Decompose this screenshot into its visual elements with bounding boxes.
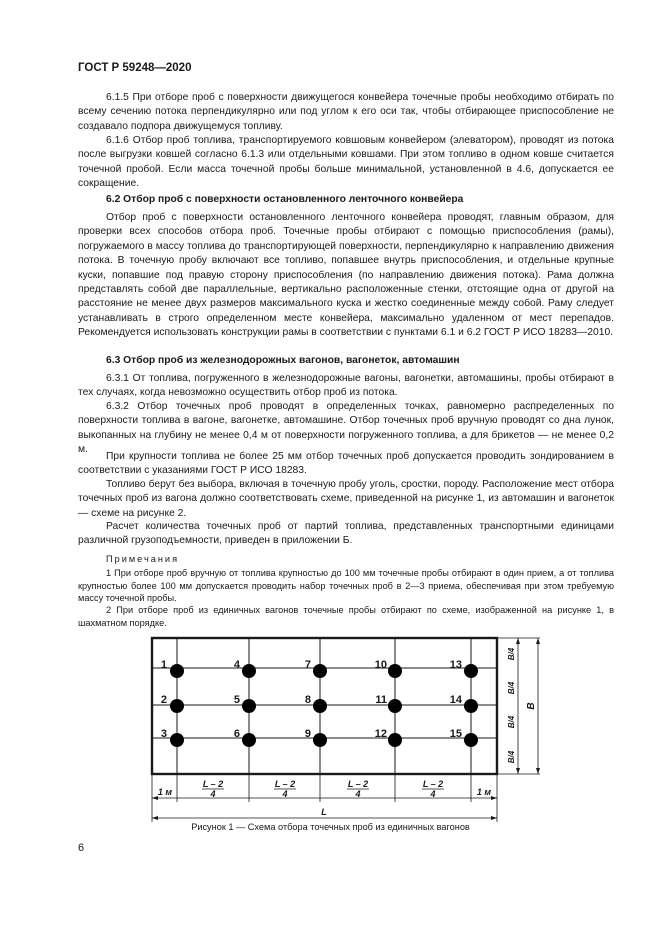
sample-point bbox=[170, 699, 184, 713]
sample-point bbox=[464, 699, 478, 713]
note-2: 2 При отборе проб из единичных вагонов точечные пробы отбирают по схеме, изображенной на рисунке 1, в шахматном порядке. bbox=[78, 605, 614, 628]
point-label: 4 bbox=[233, 659, 240, 671]
notes-heading: Примечания bbox=[106, 554, 180, 564]
sample-point bbox=[170, 733, 184, 747]
sample-point bbox=[313, 733, 327, 747]
arrow-head bbox=[516, 638, 520, 644]
sample-point bbox=[313, 699, 327, 713]
sample-point bbox=[388, 699, 402, 713]
dimension-label-b4: B/4 bbox=[507, 681, 516, 695]
arrow-head bbox=[491, 796, 497, 800]
dimension-label-1m: 1 м bbox=[157, 787, 173, 797]
point-label: 12 bbox=[374, 728, 387, 740]
point-label: 3 bbox=[160, 728, 167, 740]
dimension-label-denominator: 4 bbox=[430, 789, 436, 799]
paragraph-6-3-2: 6.3.2 Отбор точечных проб проводят в определенных точках, равномерно распределенных по поверхности топлива в вагоне, вагонетке, автомашине. Отбор точечных проб вручную проводят со дна лунок, выкопанных на глубину не менее 0,4 м от поверхности погруженного топлива, а для брикетов — не менее 0,2 м. bbox=[78, 401, 614, 456]
sample-point bbox=[388, 733, 402, 747]
point-label: 15 bbox=[449, 728, 462, 740]
figure-caption: Рисунок 1 — Схема отбора точечных проб из единичных вагонов bbox=[191, 822, 470, 832]
paragraph-6-3-4: Топливо берут без выбора, включая в точечную пробу уголь, сростки, породу. Расположение мест отбора точечных проб из вагона должно соответствовать схеме, приведенной на рисунке 1, из автомашин и вагонеток — схеме на рисунке 2. bbox=[78, 479, 614, 519]
dimension-label-b4: B/4 bbox=[507, 750, 516, 764]
point-label: 14 bbox=[449, 694, 462, 706]
document-header: ГОСТ Р 59248—2020 bbox=[78, 62, 192, 74]
arrow-head bbox=[516, 768, 520, 774]
dimension-label-numerator: L – 2 bbox=[347, 779, 369, 789]
dimension-label-numerator: L – 2 bbox=[422, 779, 444, 789]
sample-point bbox=[313, 664, 327, 678]
paragraph-6-3-1: 6.3.1 От топлива, погруженного в железнодорожные вагоны, вагонетки, автомашины, пробы отбирают в тех случаях, когда невозможно осуществить отбор проб из потока. bbox=[78, 373, 614, 399]
point-label: 8 bbox=[304, 694, 311, 706]
arrow-head bbox=[152, 816, 158, 820]
paragraph-6-3-3: При крупности топлива не более 25 мм отбор точечных проб допускается проводить зондированием в соответствии с указаниями ГОСТ Р ИСО 18283. bbox=[78, 451, 614, 477]
paragraph-6-1-5: 6.1.5 При отборе проб с поверхности движущегося конвейера точечные пробы необходимо отбирать по всему сечению потока перпендикулярно или под углом к его оси так, чтобы отбирающее приспособление не создавало подпора движущемуся топливу. bbox=[78, 92, 614, 132]
section-heading-6-2: 6.2 Отбор проб с поверхности остановленного ленточного конвейера bbox=[106, 194, 464, 205]
dimension-label-l: L bbox=[321, 807, 327, 817]
sample-point bbox=[464, 733, 478, 747]
point-label: 7 bbox=[304, 659, 311, 671]
point-label: 9 bbox=[304, 728, 311, 740]
paragraph-6-1-6: 6.1.6 Отбор проб топлива, транспортируемого ковшовым конвейером (элеватором), проводят из потока после выгрузки ковшей согласно 6.1.3 или отдельными ковшами. При этом топливо в одном ковше считается точечной пробой. Если масса точечной пробы больше минимальной, установленной в 4.6, допускается ее сокращение. bbox=[78, 135, 614, 190]
dimension-label-b: B bbox=[526, 702, 537, 710]
arrow-head bbox=[491, 816, 497, 820]
dimension-label-b4: B/4 bbox=[507, 647, 516, 661]
point-label: 6 bbox=[233, 728, 240, 740]
point-label: 11 bbox=[375, 694, 387, 706]
point-label: 5 bbox=[233, 694, 240, 706]
paragraph-6-3-5: Расчет количества точечных проб от партий топлива, представленных транспортными единицами различной грузоподъемности, приведен в приложении Б. bbox=[78, 521, 614, 547]
arrow-head bbox=[536, 768, 540, 774]
page-number: 6 bbox=[78, 842, 85, 854]
section-heading-6-3: 6.3 Отбор проб из железнодорожных вагонов, вагонеток, автомашин bbox=[106, 355, 460, 366]
dimension-label-numerator: L – 2 bbox=[202, 779, 224, 789]
dimension-label-denominator: 4 bbox=[210, 789, 216, 799]
dimension-label-numerator: L – 2 bbox=[274, 779, 296, 789]
sample-point bbox=[170, 664, 184, 678]
sample-point bbox=[388, 664, 402, 678]
sample-point bbox=[242, 664, 256, 678]
paragraph-6-2: Отбор проб с поверхности остановленного ленточного конвейера проводят, главным образом, для проверки всех способов отбора проб. Точечные пробы отбирают с помощью приспособления (рамы), погружаемого в массу топлива до транспортирующей поверхности, перпендикулярно к направлению движения потока. В точечную пробу включают все топливо, попавшее внутрь приспособления, и отдельные крупные куски, попавшие под правую сторону приспособления (по направлению движения потока). Рама должна представлять собой две параллельные, вертикально расположенные стенки, отстоящие одна от другой на расстояние не менее двух размеров максимального куска и жестко соединенные между собой. Раму следует устанавливать в строго определенном месте конвейера, максимально удаленном от мест перепадов. Рекомендуется использовать конструкции рамы в соответствии с пунктами 6.1 и 6.2 ГОСТ Р ИСО 18283—2010. bbox=[78, 212, 614, 339]
point-label: 13 bbox=[449, 659, 462, 671]
sample-point bbox=[242, 733, 256, 747]
dimension-label-b4: B/4 bbox=[507, 715, 516, 729]
sample-point bbox=[242, 699, 256, 713]
point-label: 1 bbox=[160, 659, 167, 671]
dimension-label-denominator: 4 bbox=[282, 789, 288, 799]
dimension-label-1m: 1 м bbox=[476, 787, 492, 797]
note-1: 1 При отборе проб вручную от топлива крупностью до 100 мм точечные пробы отбирают в один прием, а от топлива крупностью более 100 мм допускается проводить набор точечных проб в 2—3 приема, обеспечивая при этом требуемую массу точечной пробы. bbox=[78, 568, 614, 604]
dimension-label-denominator: 4 bbox=[355, 789, 361, 799]
point-label: 2 bbox=[160, 694, 167, 706]
arrow-head bbox=[536, 638, 540, 644]
sample-point bbox=[464, 664, 478, 678]
point-label: 10 bbox=[374, 659, 387, 671]
